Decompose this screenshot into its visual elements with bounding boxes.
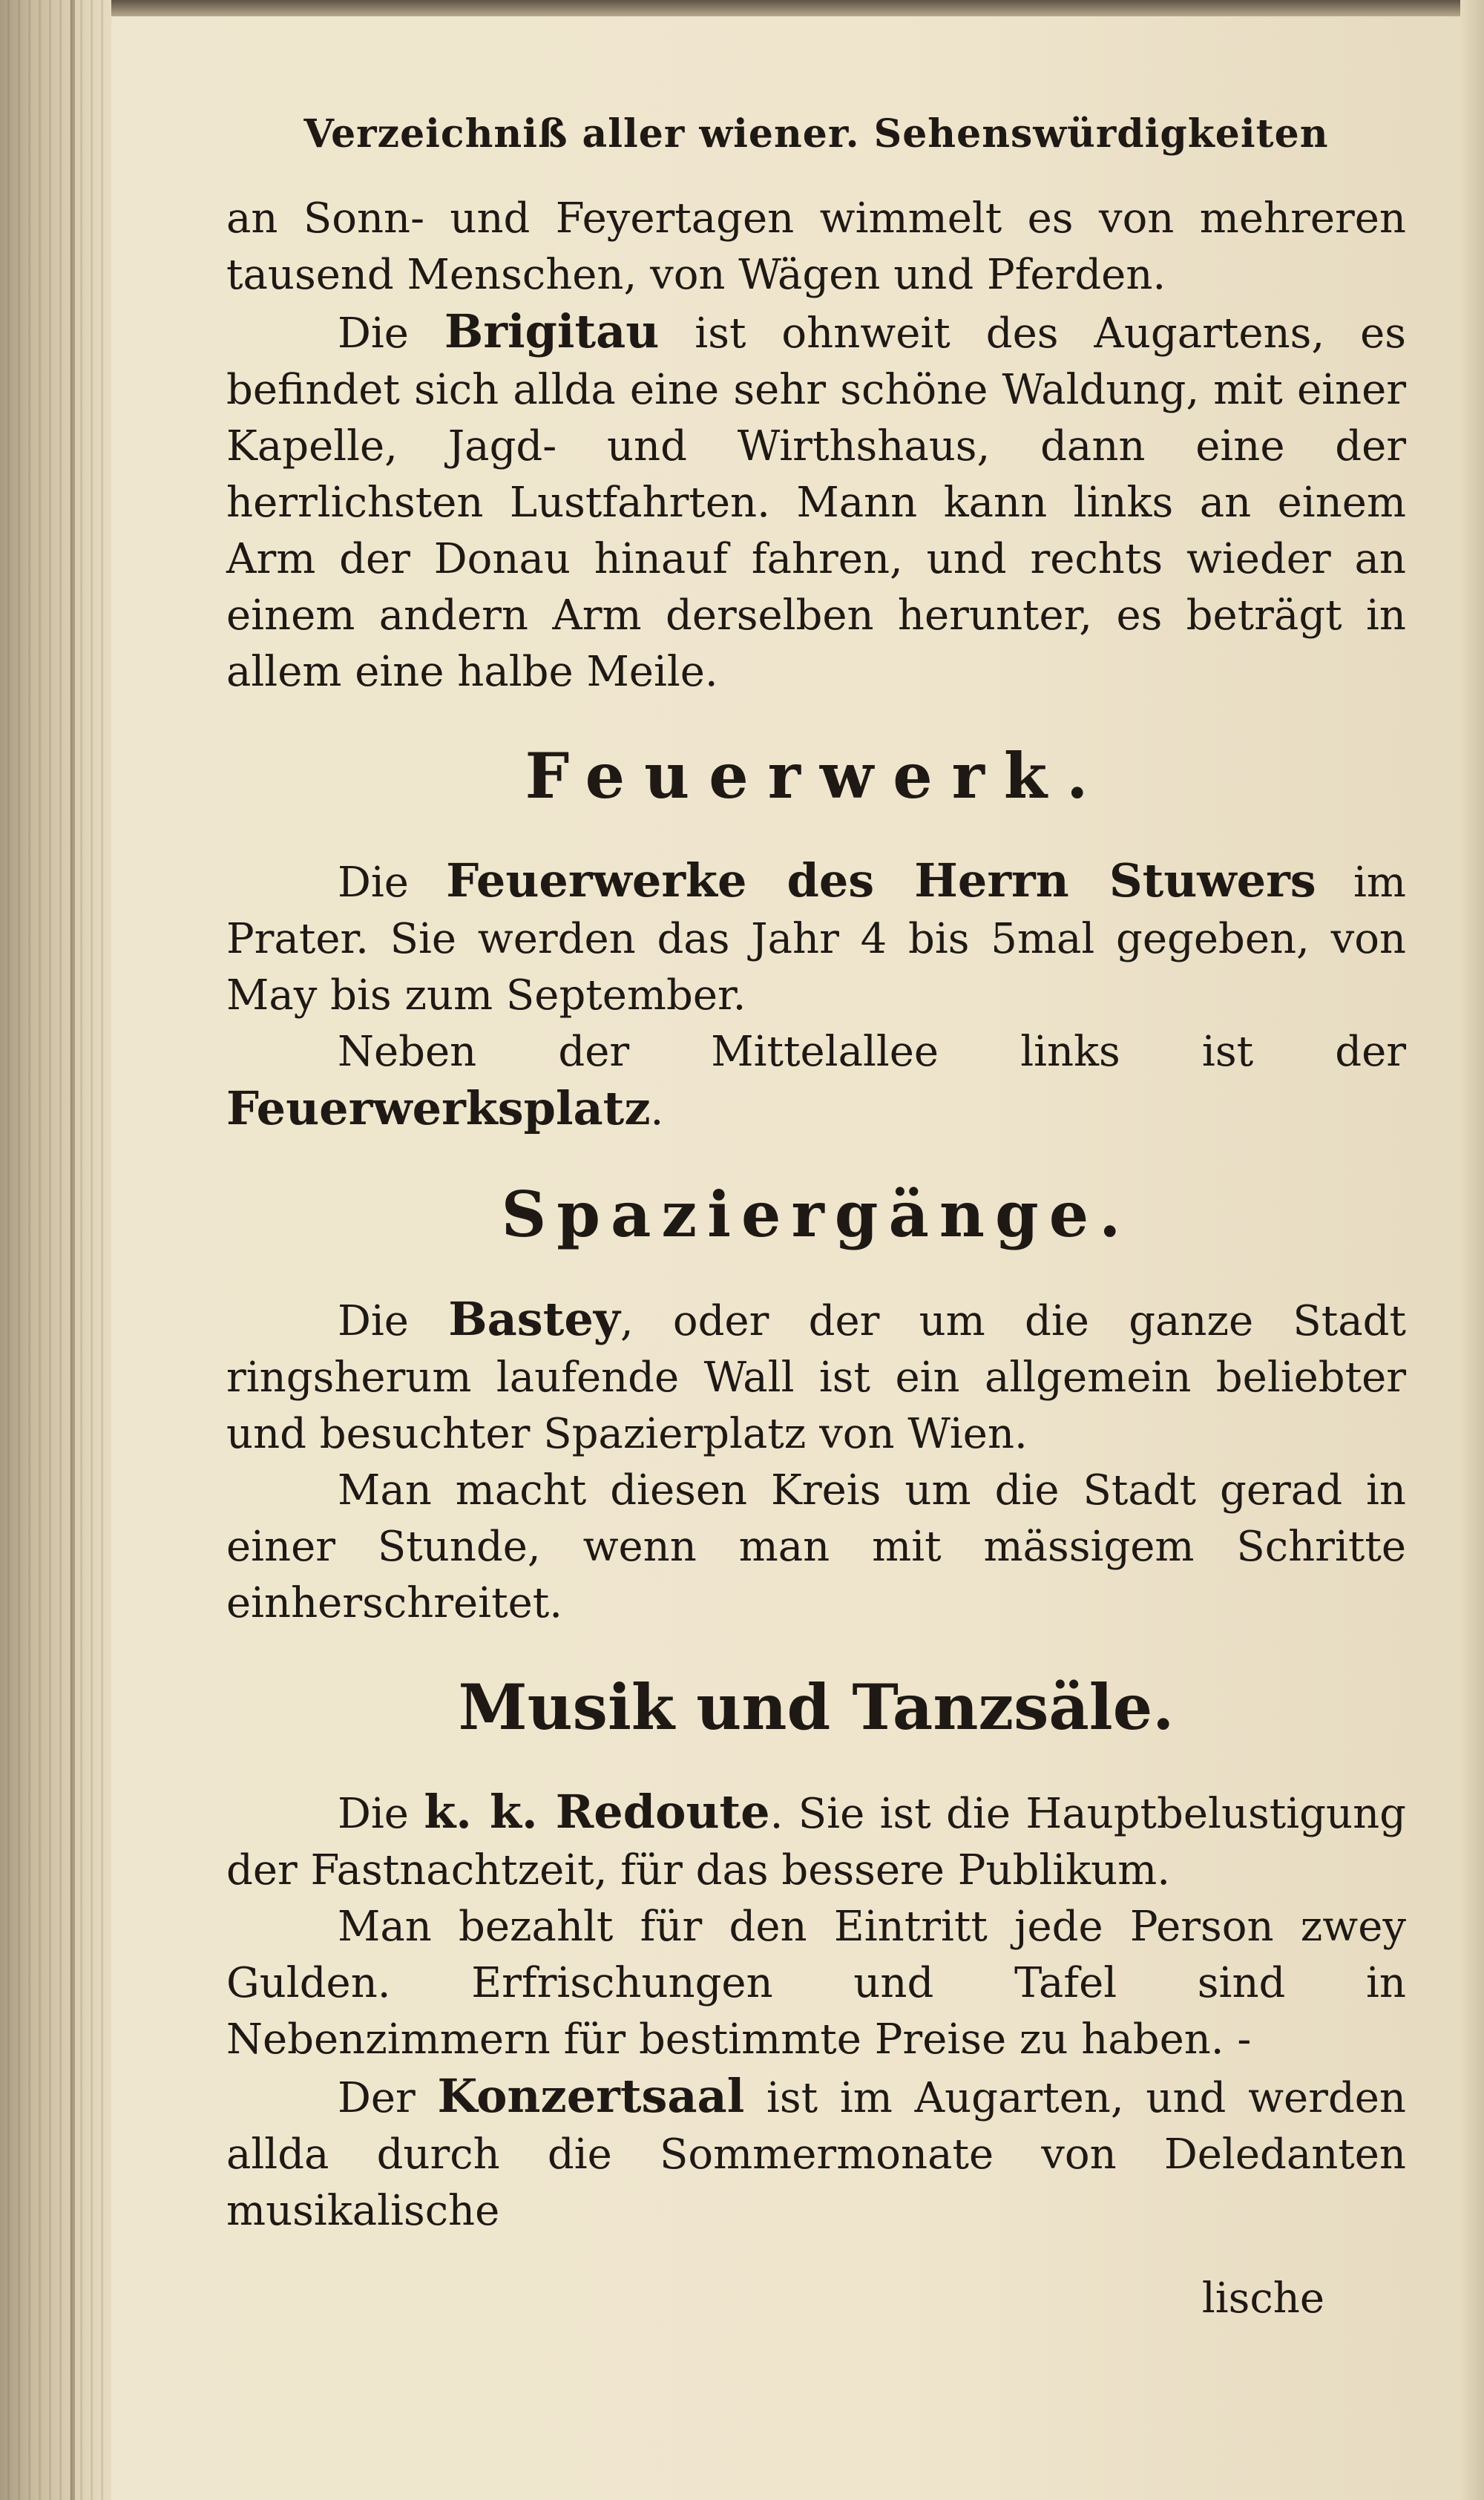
paragraph-lead: Die	[338, 309, 444, 358]
binding-shadow	[70, 0, 75, 2500]
paragraph-body: ist ohnweit des Augartens, es befindet sich allda eine sehr schöne Waldung, mit einer Kapelle, Jagd- und Wirthshaus, dann eine der herrlichsten Lustfahrten. Mann kann links an einem Arm der Donau hinauf fahren, und rechts wieder an einem andern Arm derselben herunter, es beträgt in allem eine halbe Meile.	[226, 309, 1407, 696]
emphasis-feuerwerke: Feuerwerke des Herrn Stuwers	[446, 853, 1316, 908]
emphasis-brigitau: Brigitau	[444, 304, 660, 358]
paragraph-lead: Die	[338, 1790, 424, 1838]
top-page-edge	[0, 0, 1484, 16]
emphasis-bastey: Bastey	[448, 1292, 620, 1346]
paragraph-kreis: Man macht diesen Kreis um die Stadt gerad in einer Stunde, wenn man mit mässigem Schritte einherschreitet.	[226, 1466, 1406, 1627]
paragraph-lead: Die	[338, 859, 447, 907]
paragraph-body: .	[650, 1086, 664, 1135]
paragraph-feuerwerke	[226, 853, 1406, 1024]
paragraph-1: an Sonn- und Feyertagen wimmelt es von mehreren tausend Menschen, von Wägen und Pferden.	[226, 194, 1406, 299]
paragraph-feuerwerksplatz	[226, 1024, 1406, 1139]
paragraph-bastey	[226, 1291, 1406, 1463]
paragraph-lead: Neben der Mittelallee links ist der	[338, 1028, 1406, 1076]
running-head: Verzeichniß aller wiener. Sehenswürdigkeiten	[303, 111, 1329, 157]
paragraph-body: , oder der um die ganze Stadt ringsherum laufende Wall ist ein allgemein beliebter und besuchter Spazierplatz von Wien.	[226, 1297, 1407, 1458]
paragraph-body: ist im Augarten, und werden allda durch die Sommermonate von Deledanten musikalische	[226, 2074, 1406, 2235]
paragraph-lead: Der	[338, 2074, 438, 2122]
emphasis-feuerwerksplatz: Feuerwerksplatz	[226, 1081, 651, 1135]
paragraph-konzertsaal	[226, 2068, 1406, 2240]
heading-feuerwerk: Feuerwerk.	[525, 739, 1108, 813]
paragraph-redoute	[226, 1784, 1406, 1899]
paragraph-lead: Die	[338, 1297, 449, 1345]
heading-spaziergaenge: Spaziergänge.	[501, 1178, 1132, 1251]
heading-musik: Musik und Tanzsäle.	[458, 1670, 1175, 1744]
right-page-edge	[1460, 0, 1484, 2500]
book-binding	[0, 0, 111, 2500]
page-text	[226, 111, 1406, 2240]
paragraph-body: . Sie ist die Hauptbelustigung der Fastnachtzeit, für das bessere Publikum.	[226, 1790, 1406, 1894]
paragraph-brigitau	[226, 304, 1406, 701]
emphasis-konzertsaal: Konzertsaal	[437, 2069, 745, 2123]
paragraph-eintritt: Man bezahlt für den Eintritt jede Person zwey Gulden. Erfrischungen und Tafel sind in Nebenzimmern für bestimmte Preise zu haben. -	[226, 1903, 1406, 2064]
emphasis-redoute: k. k. Redoute	[424, 1785, 770, 1839]
paragraph-body: im Prater. Sie werden das Jahr 4 bis 5mal gegeben, von May bis zum September.	[226, 859, 1407, 1020]
catchword: lische	[1201, 2274, 1324, 2323]
